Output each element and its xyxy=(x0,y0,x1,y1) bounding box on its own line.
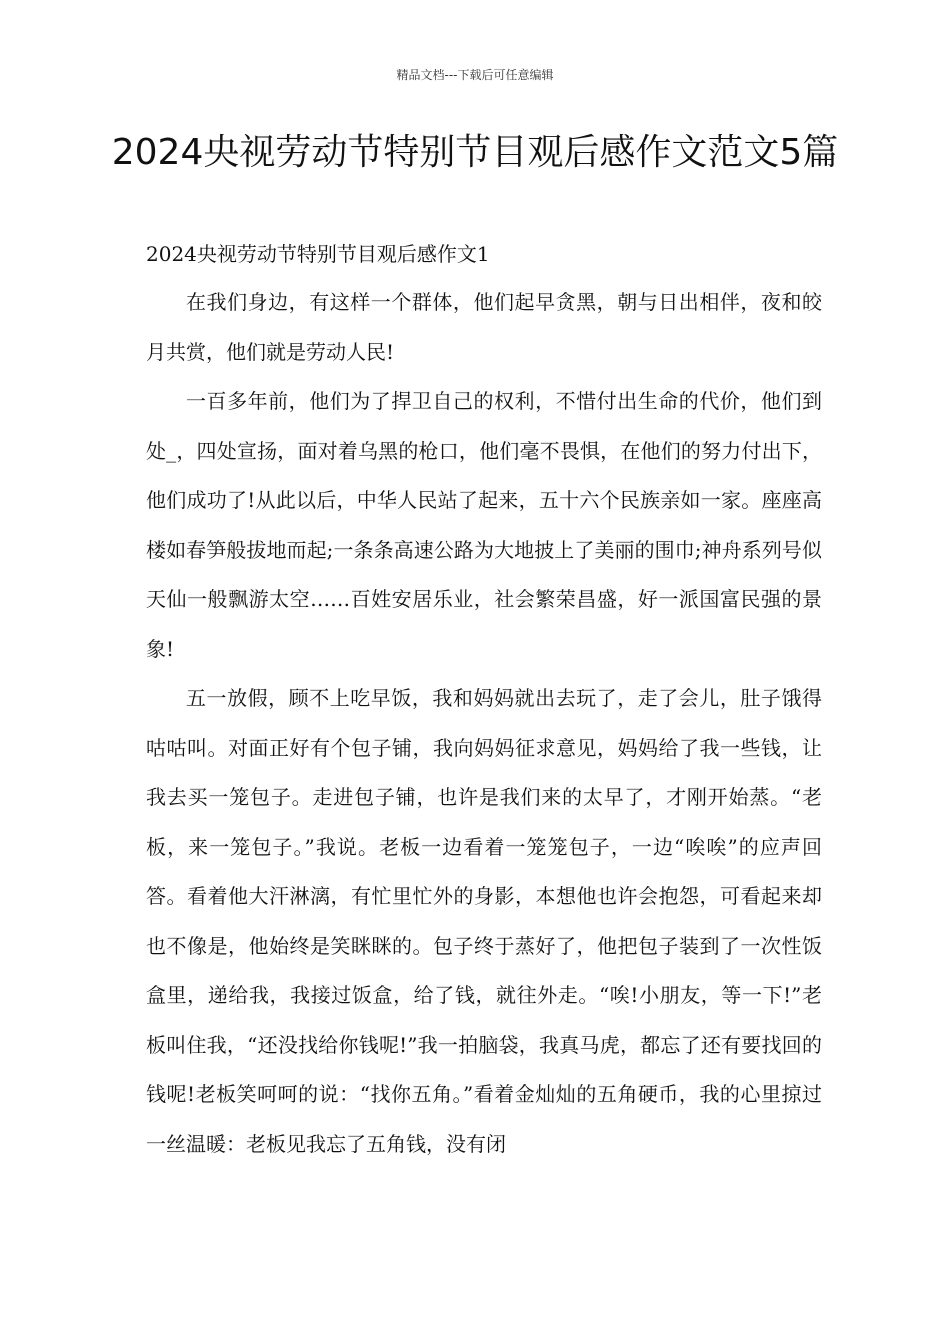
page-header: 精品文档---下载后可任意编辑 xyxy=(396,68,554,82)
document-body xyxy=(146,278,822,1169)
section-subtitle: 2024央视劳动节特别节目观后感作文1 xyxy=(146,242,490,266)
paragraph: 在我们身边，有这样一个群体，他们起早贪黑，朝与日出相伴，夜和皎月共赏，他们就是劳动人民! xyxy=(146,290,822,364)
paragraph: 一百多年前，他们为了捍卫自己的权利，不惜付出生命的代价，他们到处_，四处宣扬，面对着乌黑的枪口，他们毫不畏惧，在他们的努力付出下，他们成功了!从此以后，中华人民站了起来，五十六个民族亲如一家。座座高楼如春笋般拔地而起;一条条高速公路为大地披上了美丽的围巾;神舟系列号似天仙一般飘游太空……百姓安居乐业，社会繁荣昌盛，好一派国富民强的景象! xyxy=(146,389,822,661)
document-title: 2024央视劳动节特别节目观后感作文范文5篇 xyxy=(111,132,839,173)
paragraph: 五一放假，顾不上吃早饭，我和妈妈就出去玩了，走了会儿，肚子饿得咕咕叫。对面正好有个包子铺，我向妈妈征求意见，妈妈给了我一些钱，让我去买一笼包子。走进包子铺，也许是我们来的太早了，才刚开始蒸。“老板，来一笼包子。”我说。老板一边看着一笼笼包子，一边“唉唉”的应声回答。看着他大汗淋漓，有忙里忙外的身影，本想他也许会抱怨，可看起来却也不像是，他始终是笑眯眯的。包子终于蒸好了，他把包子装到了一次性饭盒里，递给我，我接过饭盒，给了钱，就往外走。“唉!小朋友，等一下!”老板叫住我，“还没找给你钱呢!”我一拍脑袋，我真马虎，都忘了还有要找回的钱呢!老板笑呵呵的说：“找你五角。”看着金灿灿的五角硬币，我的心里掠过一丝温暖：老板见我忘了五角钱，没有闭 xyxy=(146,686,822,1156)
